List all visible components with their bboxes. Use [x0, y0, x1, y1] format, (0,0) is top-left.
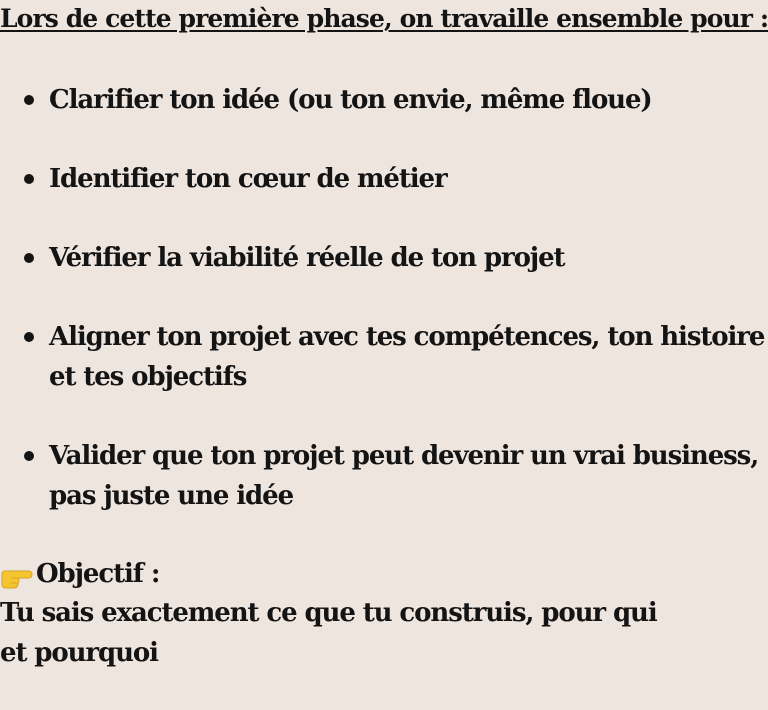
pointing-hand-icon: [0, 562, 34, 586]
list-item: Vérifier la viabilité réelle de ton projet: [0, 238, 768, 278]
goals-list: [0, 80, 768, 555]
list-item: Clarifier ton idée (ou ton envie, même floue): [0, 80, 768, 120]
objective-title: Objectif :: [36, 559, 160, 589]
objective-text: Tu sais exactement ce que tu construis, pour qui et pourquoi: [0, 598, 657, 668]
list-item: Identifier ton cœur de métier: [0, 159, 768, 199]
list-item: Valider que ton projet peut devenir un vrai business, pas juste une idée: [0, 436, 768, 516]
objective-section: [0, 555, 768, 673]
page-heading: Lors de cette première phase, on travaille ensemble pour :: [0, 4, 768, 33]
list-item: Aligner ton projet avec tes compétences, ton histoire et tes objectifs: [0, 317, 768, 397]
objective-heading: [0, 555, 768, 593]
